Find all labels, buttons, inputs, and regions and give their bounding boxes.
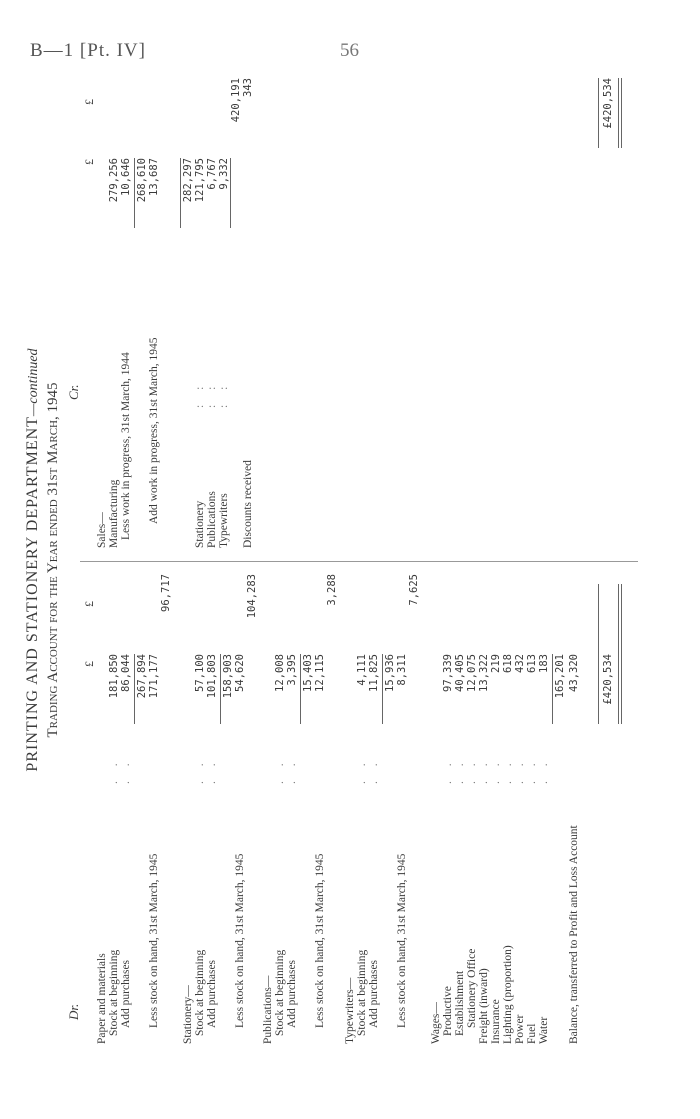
amount-inner: 165,201 bbox=[554, 654, 566, 699]
leader-dots: . . bbox=[274, 757, 286, 784]
amount-inner: 12,115 bbox=[314, 654, 326, 692]
account-line bbox=[120, 68, 133, 548]
leader-dots: . . bbox=[466, 757, 478, 784]
leader-dots: . . bbox=[454, 757, 466, 784]
line-label: Add purchases bbox=[286, 959, 298, 1028]
sum-rule bbox=[230, 158, 231, 228]
account-subtitle: Trading Account for the Year ended 31st March, 1945 bbox=[45, 382, 61, 738]
line-label: Add work in progress, 31st March, 1945 bbox=[148, 337, 160, 524]
line-label: Less stock on hand, 31st March, 1945 bbox=[314, 853, 326, 1028]
leader-dots: . . bbox=[490, 757, 502, 784]
line-label: Stock at beginning bbox=[108, 949, 120, 1036]
debit-currency-col2: £ bbox=[82, 601, 96, 607]
line-label: Discounts received bbox=[242, 460, 254, 548]
amount-inner: 618 bbox=[502, 654, 514, 673]
amount-inner: 101,803 bbox=[206, 654, 218, 699]
line-label: Balance, transferred to Profit and Loss Account bbox=[568, 825, 580, 1044]
line-label: Less work in progress, 31st March, 1944 bbox=[120, 352, 132, 540]
amount-outer: 420,191 bbox=[230, 78, 242, 123]
line-label: Water bbox=[538, 1016, 550, 1044]
line-label: Add purchases bbox=[206, 959, 218, 1028]
line-label: Insurance bbox=[490, 999, 502, 1044]
sum-rule bbox=[134, 654, 135, 724]
line-label: Stationery bbox=[194, 500, 206, 548]
total-double-rule bbox=[618, 584, 619, 724]
line-label: Productive bbox=[442, 986, 454, 1036]
amount-outer: 7,625 bbox=[408, 574, 420, 606]
amount-inner: 279,256 bbox=[108, 158, 120, 203]
line-label: Power bbox=[514, 1014, 526, 1044]
account-line bbox=[602, 564, 615, 1044]
amount-inner: 181,850 bbox=[108, 654, 120, 699]
trading-account-page bbox=[22, 60, 662, 1060]
amount-inner: 10,646 bbox=[120, 158, 132, 196]
amount-inner: 43,320 bbox=[568, 654, 580, 692]
leader-dots: . . bbox=[478, 757, 490, 784]
account-line bbox=[286, 564, 299, 1044]
leader-dots: . . bbox=[442, 757, 454, 784]
leader-dots: . . bbox=[502, 757, 514, 784]
amount-inner: 268,610 bbox=[136, 158, 148, 203]
page-number: 56 bbox=[340, 40, 359, 61]
line-label: Add purchases bbox=[368, 959, 380, 1028]
amount-inner: 13,687 bbox=[148, 158, 160, 196]
leader-dots: : : bbox=[194, 380, 206, 408]
leader-dots: . . bbox=[286, 757, 298, 784]
line-label: Stock at beginning bbox=[194, 949, 206, 1036]
debit-currency-col1: £ bbox=[82, 661, 96, 667]
account-line bbox=[568, 564, 581, 1044]
amount-inner: 13,322 bbox=[478, 654, 490, 692]
account-line bbox=[242, 68, 255, 548]
credit-currency-col1: £ bbox=[82, 159, 96, 165]
title-block bbox=[22, 60, 62, 1060]
sum-rule bbox=[552, 654, 553, 724]
line-label: Stationery— bbox=[182, 985, 194, 1044]
amount-inner: 158,903 bbox=[222, 654, 234, 699]
amount-outer: 3,288 bbox=[326, 574, 338, 606]
account-line bbox=[206, 564, 219, 1044]
amount-inner: 86,044 bbox=[120, 654, 132, 692]
amount-inner: 9,332 bbox=[218, 158, 230, 190]
amount-inner: 282,297 bbox=[182, 158, 194, 203]
leader-dots: . . bbox=[194, 757, 206, 784]
account-line bbox=[120, 564, 133, 1044]
amount-inner: 3,395 bbox=[286, 654, 298, 686]
page-reference: B—1 [Pt. IV] bbox=[30, 40, 146, 61]
account-line bbox=[148, 68, 161, 548]
amount-inner: 11,825 bbox=[368, 654, 380, 692]
line-label: Paper and materials bbox=[96, 953, 108, 1044]
amount-inner: 267,894 bbox=[136, 654, 148, 699]
account-line bbox=[160, 564, 173, 1044]
line-label: Stock at beginning bbox=[356, 949, 368, 1036]
amount-inner: 97,339 bbox=[442, 654, 454, 692]
total-rule bbox=[598, 584, 599, 724]
amount-inner: 40,405 bbox=[454, 654, 466, 692]
amount-inner: 219 bbox=[490, 654, 502, 673]
centre-divider bbox=[80, 561, 638, 562]
total-double-rule bbox=[618, 78, 619, 148]
amount-inner: 12,075 bbox=[466, 654, 478, 692]
sum-rule bbox=[134, 158, 135, 228]
amount-inner: 432 bbox=[514, 654, 526, 673]
credit-label: Cr. bbox=[66, 384, 81, 400]
line-label: Less stock on hand, 31st March, 1945 bbox=[148, 853, 160, 1028]
amount-inner: 12,008 bbox=[274, 654, 286, 692]
amount-inner: 15,403 bbox=[302, 654, 314, 692]
leader-dots: : : bbox=[206, 380, 218, 408]
total-double-rule bbox=[621, 584, 622, 724]
sum-rule bbox=[220, 654, 221, 724]
account-line bbox=[408, 564, 421, 1044]
sum-rule bbox=[180, 158, 181, 228]
account-line bbox=[368, 564, 381, 1044]
amount-inner: 121,795 bbox=[194, 158, 206, 203]
leader-dots: . . bbox=[368, 757, 380, 784]
amount-inner: 8,311 bbox=[396, 654, 408, 686]
account-line bbox=[326, 564, 339, 1044]
department-title: PRINTING AND STATIONERY DEPARTMENT—continued bbox=[24, 348, 41, 772]
leader-dots: . . bbox=[538, 757, 550, 784]
amount-outer: 343 bbox=[242, 78, 254, 97]
line-label: Add purchases bbox=[120, 959, 132, 1028]
line-label: Publications— bbox=[262, 975, 274, 1044]
line-label: Establishment bbox=[454, 970, 466, 1036]
leader-dots: . . bbox=[514, 757, 526, 784]
line-label: Wages— bbox=[430, 1002, 442, 1044]
account-line bbox=[538, 564, 551, 1044]
amount-inner: 183 bbox=[538, 654, 550, 673]
amount-inner: 171,177 bbox=[148, 654, 160, 699]
line-label: Stock at beginning bbox=[274, 949, 286, 1036]
leader-dots: . . bbox=[108, 757, 120, 784]
line-label: Freight (inward) bbox=[478, 968, 490, 1044]
credit-currency-col2: £ bbox=[82, 99, 96, 105]
amount-inner: £420,534 bbox=[602, 654, 614, 705]
account-line bbox=[246, 564, 259, 1044]
line-label: Publications bbox=[206, 491, 218, 548]
amount-outer: 96,717 bbox=[160, 574, 172, 612]
debit-label: Dr. bbox=[66, 1003, 81, 1020]
line-label: Less stock on hand, 31st March, 1945 bbox=[234, 853, 246, 1028]
line-label: Less stock on hand, 31st March, 1945 bbox=[396, 853, 408, 1028]
leader-dots: . . bbox=[356, 757, 368, 784]
amount-inner: 4,111 bbox=[356, 654, 368, 686]
leader-dots: . . bbox=[526, 757, 538, 784]
account-line bbox=[602, 68, 615, 548]
amount-outer: 104,283 bbox=[246, 574, 258, 619]
sum-rule bbox=[300, 654, 301, 724]
leader-dots: . . bbox=[120, 757, 132, 784]
line-label: Sales— bbox=[96, 512, 108, 548]
amount-inner: 6,767 bbox=[206, 158, 218, 190]
line-label: Typewriters— bbox=[344, 977, 356, 1044]
total-double-rule bbox=[621, 78, 622, 148]
account-line bbox=[554, 564, 567, 1044]
amount-inner: 15,936 bbox=[384, 654, 396, 692]
total-rule bbox=[598, 78, 599, 148]
line-label: Fuel bbox=[526, 1023, 538, 1044]
amount-inner: 57,100 bbox=[194, 654, 206, 692]
leader-dots: . . bbox=[206, 757, 218, 784]
amount-outer: £420,534 bbox=[602, 78, 614, 129]
sum-rule bbox=[382, 654, 383, 724]
amount-inner: 54,620 bbox=[234, 654, 246, 692]
line-label: Manufacturing bbox=[108, 479, 120, 548]
line-label: Stationery Office bbox=[466, 948, 478, 1028]
leader-dots: : : bbox=[218, 380, 230, 408]
amount-inner: 613 bbox=[526, 654, 538, 673]
line-label: Lighting (proportion) bbox=[502, 945, 514, 1044]
line-label: Typewriters bbox=[218, 493, 230, 548]
